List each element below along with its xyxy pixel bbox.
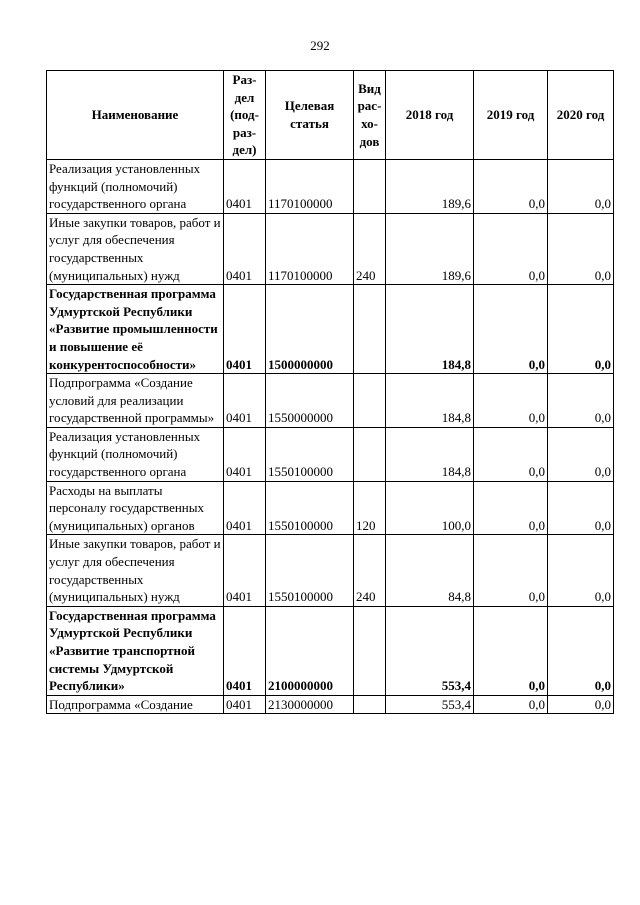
cell-vid	[354, 285, 386, 374]
cell-celevaya: 1550100000	[266, 481, 354, 535]
header-name: Наименование	[47, 71, 224, 160]
table-row	[47, 695, 614, 714]
cell-2019: 0,0	[474, 427, 548, 481]
cell-razdel: 0401	[224, 535, 266, 606]
budget-table	[46, 70, 614, 714]
cell-celevaya: 1550100000	[266, 427, 354, 481]
cell-celevaya: 1500000000	[266, 285, 354, 374]
cell-2018: 184,8	[386, 374, 474, 428]
cell-vid	[354, 159, 386, 213]
cell-2018: 184,8	[386, 285, 474, 374]
table-row	[47, 159, 614, 213]
cell-2018: 100,0	[386, 481, 474, 535]
table-row	[47, 427, 614, 481]
cell-2018: 184,8	[386, 427, 474, 481]
cell-2020: 0,0	[548, 606, 614, 695]
header-vid: Вид рас- хо- дов	[354, 71, 386, 160]
cell-2019: 0,0	[474, 213, 548, 284]
cell-celevaya: 2100000000	[266, 606, 354, 695]
page-number: 292	[310, 38, 330, 53]
cell-name: Расходы на выплаты персоналу государственных (муниципальных) органов	[47, 481, 224, 535]
cell-2020: 0,0	[548, 374, 614, 428]
table-row	[47, 374, 614, 428]
cell-name: Подпрограмма «Создание	[47, 695, 224, 714]
table-header-row	[47, 71, 614, 160]
cell-2018: 553,4	[386, 606, 474, 695]
cell-celevaya: 1550000000	[266, 374, 354, 428]
cell-2020: 0,0	[548, 213, 614, 284]
cell-name: Реализация установленных функций (полномочий) государственного органа	[47, 427, 224, 481]
cell-name: Подпрограмма «Создание условий для реализации государственной программы»	[47, 374, 224, 428]
cell-vid: 240	[354, 535, 386, 606]
cell-name: Реализация установленных функций (полномочий) государственного органа	[47, 159, 224, 213]
header-razdel: Раз- дел (под- раз- дел)	[224, 71, 266, 160]
cell-name: Иные закупки товаров, работ и услуг для обеспечения государственных (муниципальных) нужд	[47, 213, 224, 284]
cell-2019: 0,0	[474, 374, 548, 428]
cell-razdel: 0401	[224, 374, 266, 428]
table-row	[47, 213, 614, 284]
cell-2019: 0,0	[474, 695, 548, 714]
cell-2019: 0,0	[474, 606, 548, 695]
cell-name: Государственная программа Удмуртской Республики «Развитие промышленности и повышение её конкурентоспособности»	[47, 285, 224, 374]
table-row	[47, 481, 614, 535]
cell-2020: 0,0	[548, 535, 614, 606]
cell-celevaya: 1550100000	[266, 535, 354, 606]
header-2020: 2020 год	[548, 71, 614, 160]
table-row	[47, 535, 614, 606]
cell-vid: 120	[354, 481, 386, 535]
cell-2018: 189,6	[386, 159, 474, 213]
cell-2020: 0,0	[548, 427, 614, 481]
cell-2019: 0,0	[474, 285, 548, 374]
cell-razdel: 0401	[224, 213, 266, 284]
cell-2020: 0,0	[548, 481, 614, 535]
cell-2019: 0,0	[474, 159, 548, 213]
cell-2020: 0,0	[548, 695, 614, 714]
cell-2018: 84,8	[386, 535, 474, 606]
cell-razdel: 0401	[224, 606, 266, 695]
cell-2020: 0,0	[548, 159, 614, 213]
cell-celevaya: 1170100000	[266, 213, 354, 284]
cell-celevaya: 1170100000	[266, 159, 354, 213]
cell-vid	[354, 695, 386, 714]
cell-2020: 0,0	[548, 285, 614, 374]
cell-2019: 0,0	[474, 535, 548, 606]
header-2019: 2019 год	[474, 71, 548, 160]
cell-vid	[354, 427, 386, 481]
cell-name: Государственная программа Удмуртской Республики «Развитие транспортной системы Удмуртской Республики»	[47, 606, 224, 695]
cell-razdel: 0401	[224, 695, 266, 714]
cell-2018: 553,4	[386, 695, 474, 714]
cell-vid	[354, 606, 386, 695]
cell-celevaya: 2130000000	[266, 695, 354, 714]
cell-2019: 0,0	[474, 481, 548, 535]
cell-razdel: 0401	[224, 159, 266, 213]
cell-vid: 240	[354, 213, 386, 284]
table-row	[47, 606, 614, 695]
header-celevaya: Целевая статья	[266, 71, 354, 160]
cell-razdel: 0401	[224, 481, 266, 535]
cell-2018: 189,6	[386, 213, 474, 284]
cell-vid	[354, 374, 386, 428]
header-2018: 2018 год	[386, 71, 474, 160]
cell-razdel: 0401	[224, 285, 266, 374]
table-row	[47, 285, 614, 374]
cell-name: Иные закупки товаров, работ и услуг для обеспечения государственных (муниципальных) нужд	[47, 535, 224, 606]
cell-razdel: 0401	[224, 427, 266, 481]
